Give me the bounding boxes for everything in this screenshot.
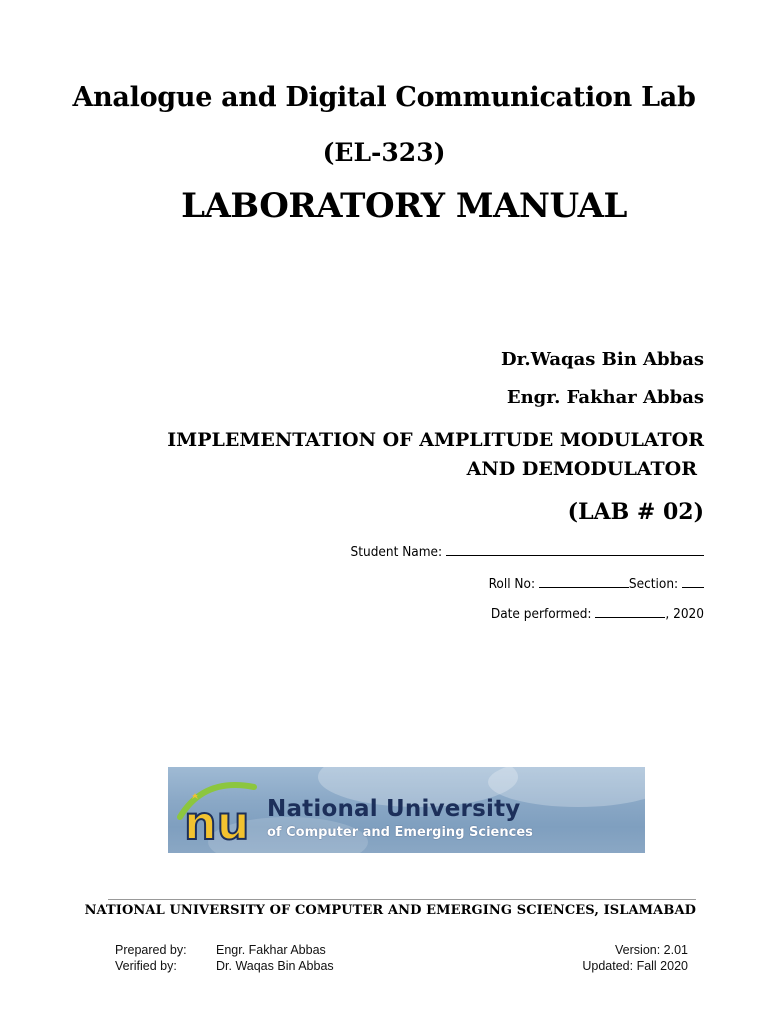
lab-title-line-1: IMPLEMENTATION OF AMPLITUDE MODULATOR — [167, 429, 704, 451]
logo-text: nu — [184, 796, 250, 847]
lab-number: (LAB # 02) — [567, 499, 704, 525]
course-title: Analogue and Digital Communication Lab — [72, 82, 696, 113]
author-2: Engr. Fakhar Abbas — [506, 387, 704, 408]
footer-names — [216, 942, 334, 974]
date-field[interactable] — [595, 605, 665, 618]
prepared-by-label: Prepared by: — [115, 943, 187, 957]
manual-title: LABORATORY MANUAL — [181, 186, 627, 226]
author-1: Dr.Waqas Bin Abbas — [500, 349, 704, 370]
course-code: (EL-323) — [322, 138, 446, 167]
footer-university: NATIONAL UNIVERSITY OF COMPUTER AND EMERGING SCIENCES, ISLAMABAD — [84, 903, 696, 918]
version-text: Version: 2.01 — [615, 943, 688, 957]
section-field[interactable] — [682, 575, 704, 588]
student-name-field[interactable] — [446, 543, 704, 556]
student-name-label: Student Name: — [350, 544, 443, 560]
nu-logo-icon — [174, 777, 266, 847]
footer-labels — [115, 942, 187, 974]
banner-subtitle: of Computer and Emerging Sciences — [267, 825, 533, 840]
footer-version-info — [582, 942, 688, 974]
student-name-row — [351, 543, 704, 560]
roll-no-label: Roll No: — [488, 576, 536, 592]
footer-divider — [108, 899, 696, 900]
date-row — [491, 605, 704, 622]
roll-no-field[interactable] — [539, 575, 629, 588]
prepared-by-name: Engr. Fakhar Abbas — [216, 943, 326, 957]
verified-by-label: Verified by: — [115, 959, 177, 973]
date-suffix: , 2020 — [665, 606, 704, 622]
lab-title-line-2: AND DEMODULATOR — [466, 458, 697, 480]
university-banner — [168, 767, 645, 853]
banner-university-name: National University — [267, 796, 521, 822]
section-label: Section: — [628, 576, 679, 592]
date-label: Date performed: — [490, 606, 592, 622]
updated-text: Updated: Fall 2020 — [582, 959, 688, 973]
verified-by-name: Dr. Waqas Bin Abbas — [216, 959, 334, 973]
lab-title — [167, 426, 704, 484]
roll-section-row — [489, 575, 704, 592]
